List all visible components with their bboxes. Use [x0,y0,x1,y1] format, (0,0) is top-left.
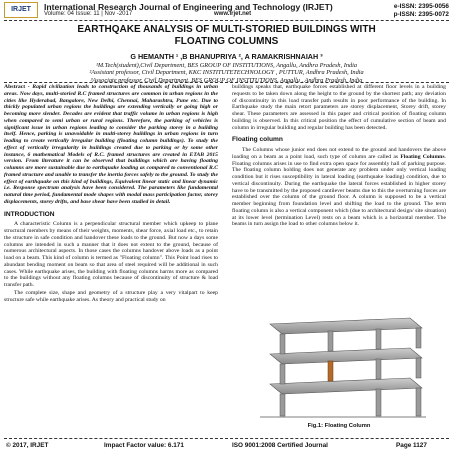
paragraph-rest: . Floating columns arises in use to find extra open space for assembly hall of parking purpose. The floating column holding does not generate any problem under only vertical loading condition but it rises susceptibility in lateral loading (earthquake loading) condition, due to vertical discontinuity. During the earthquake the lateral forces established in higher storey have to be transmitted by the proposed cantilever beams due to this the overturning forces are established over the column of the ground floor. A column is supposed to be a vertical member beginning from foundation level and shifting the load to the ground. The term floating column is also a vertical component which (due to architectural design/ site situation) at its lower level (termination Level) rests on a beam which is a horizontal member. The beams in turn assign the load to other columns below it. [232,153,446,228]
upper-column [416,328,421,348]
footer-impact-factor: Impact Factor value: 6.171 [104,442,184,449]
paper-authors: G HEMANTH ¹ ,B BHANUPRIYA ², A RAMAKRISHNAIAH ³ [130,52,323,61]
eissn: e-ISSN: 2395-0056 [393,3,449,10]
affiliation-1: ¹M.Tech(student),Civil Department, BES GROUP OF INSTITUTIONS, Angallu, Andhra Pradesh, India [95,62,358,69]
footer-rule [4,438,449,439]
paragraph-bold-term: Floating Columns [400,153,445,160]
upper-column [376,329,381,349]
author-affiliations [0,62,453,84]
left-column [4,84,218,305]
abstract-text: - Rapid civilization leads to construction of thousands of buildings in urban areas. Now days, multi-storied R.C framed structures are common in urban regions in the cities like Hyderabad, Bangalore, New Delhi, Chennai, Maharashtra, Pune etc. Due to thickly populated urban regions the buildings are extending vertically or going high or becoming more slender. Decades are evident that traffic volume in urban regions is high when compared to semi urban or rural regions. Therefore, the parking of vehicles is significant issue in urban regions leading to consider the parking storey in a building itself. Hence, parking is unavoidable in multi-storey buildings in urban regions in turn leading to create vertically irregular building (floating column buildings). To study the effect of vertically irregularity in buildings created due to parking or by some other instance, 6 mathematical Models of R.C. framed structures are created in ETAB 2015 version. From literature it can be observed that buildings which are having floating columns are more sustainable due to earthquake loading as compared to conventional R.C framed structure and unable to transfer the inertia forces safely to the ground. To study the effect of earthquake on this kind of buildings, Equivalent linear static and linear dynamic i.e. Response spectrum analysis have been considered. The parameters like fundamental natural time period, fundamental mode shapes with modal mass participation factor, storey displacements, storey drifts, and base shear have been studied in detail. [4,84,219,205]
ground-column [416,388,421,416]
journal-name: International Research Journal of Engineering and Technology (IRJET) [44,2,333,12]
floating-column-figure [250,314,430,420]
paper-title [0,24,453,48]
upper-column [280,364,285,384]
footer-copyright: © 2017, IRJET [6,442,49,449]
intro-paragraph-1: A characteristic Column is a perpendicular structural member which upkeep to plane structural members by means of their weights, moments, shear force, axial load etc., to retain the structure in safe condition and handover these loads to the ground. But now a days some columns are intended in such a manner that it does not extent to the ground, because of numerous architectural aspects. In those cases the columns handover above loads as a point load on a beam. This kind of column is termed as "Floating column". This Point load rises to abundant bending moment on beam so that area of steel required will be additional in such cases. While earthquake arises, the building with floating columns harms more as compared to the buildings without any floating columns because of discontinuity of structure & load transfer path. [4,221,218,288]
abstract-label: Abstract [4,84,26,90]
floating-column-paragraph [232,147,446,228]
right-column [232,84,446,230]
building-frame-illustration [260,318,426,417]
intro-heading: INTRODUCTION [4,210,55,218]
volume-info: Volume: 04 Issue: 11 | Nov -2017 [44,11,133,17]
abstract [4,84,218,206]
title-rule [4,82,449,83]
paragraph-lead: The Columns whose junior end does not extend to the ground and handovers the above loading on a beam as a point load, such type of column are called as [232,147,446,160]
affiliation-3: ³Associate professor, Civil Department, BES GROUP OF INSTITUTIONS, Angallu , Andhra Pradesh, India [90,76,363,84]
upper-column [328,331,333,351]
upper-column [376,359,381,379]
middle-slab [270,348,422,364]
ground-column [376,389,381,416]
logo-text: IRJET [11,6,31,13]
title-line-1: EARTHQAKE ANALYSIS OF MULTI-STORIED BUILDINGS WITH [77,24,376,35]
floating-column-heading: Floating column [232,136,283,144]
affiliation-2: ²Assistant professor, Civil Department, KKC INSTITUTETECHNOLOGY , PUTTUR, Andhra Pradesh, India [89,69,364,77]
footer-page-number: Page 1127 [396,442,427,449]
ground-column [280,394,285,416]
footer-iso: ISO 9001:2008 Certified Journal [232,442,328,449]
top-slab [270,318,422,334]
intro-paragraph-2: The complete size, shape and geometry of a structure play a very vitalpart to keep structure safe while earthquake arises. As theory and practical study on [4,290,218,304]
header-rule [4,20,449,21]
journal-volume-line [44,11,252,17]
pissn: p-ISSN: 2395-0072 [393,11,449,18]
right-paragraph-1: buildings speaks that, earthquake forces established at different floor levels in a building requests to be taken down along the height to the ground by the shortest path; any deviation of discontinuity in this load transfer path results in poor performance of the building. In Earthquake study the main retort parameters are storey displacement, Storey drift, storey shear. These parameters are assessed in this paper and critical position of floating column building is observed. In this critical position the effect of cumulative section of beam and column in irregular building and regular building has been detected. [232,84,446,131]
transfer-slab [270,378,422,394]
issn-block [394,3,449,19]
figure-caption: Fig.1: Floating Column [307,423,371,429]
title-line-2: FLOATING COLUMNS [174,36,279,47]
upper-column [280,334,285,354]
irjet-logo [4,2,38,18]
upper-column [416,358,421,378]
floating-column [328,361,333,381]
journal-header [0,0,453,20]
journal-website[interactable]: www.irjet.net [214,11,252,17]
